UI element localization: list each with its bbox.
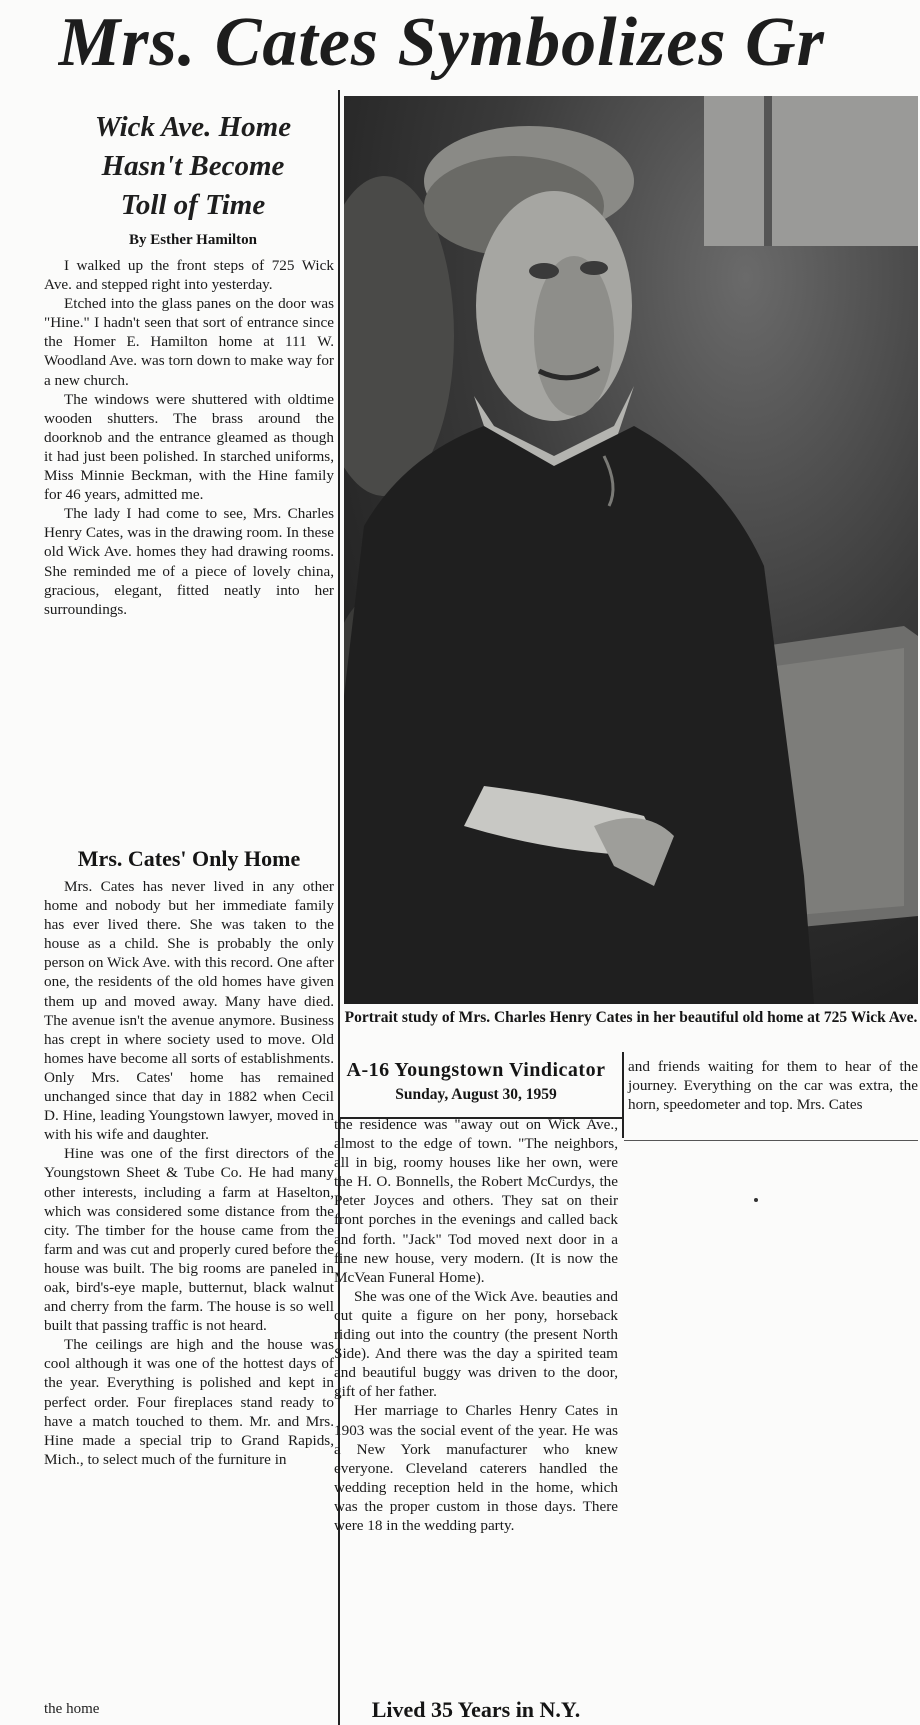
cutoff-text: the home (44, 1701, 100, 1717)
portrait-photo (344, 96, 918, 1004)
paragraph: Mrs. Cates has never lived in any other home and nobody but her immediate family has ever lived there. She was taken to the house as a child. She is probably the only person on Wick Ave. with this record. One after one, the residents of the old homes have given them up and moved away. Many have died. The avenue isn't the avenue anymore. Business has crept in where society used to move. Old homes have become all sorts of establishments. Only Mrs. Cates' home has remained unchanged since that day in 1882 when Cecil D. Hine, leading Youngstown lawyer, moved in with his wife and daughter. (44, 878, 334, 1144)
article-column-2 (44, 877, 334, 1469)
print-speck (754, 1198, 758, 1202)
section-heading: Mrs. Cates' Only Home (77, 846, 301, 871)
masthead-title: A-16 Youngstown Vindicator (346, 1059, 606, 1081)
article-column-3 (334, 1115, 618, 1535)
article-column-4 (628, 1057, 918, 1114)
subhead (46, 108, 340, 225)
column-rule-mid (622, 1052, 624, 1138)
paragraph: and friends waiting for them to hear of the journey. Everything on the car was extra, the horn, speedometer and top. Mrs. Cates (628, 1058, 918, 1114)
paragraph: The ceilings are high and the house was cool although it was one of the hottest days of the year. Everything is polished and kept in perfect order. Four fireplaces stand ready to have a match touched to them. Mr. and Mrs. Hine made a special trip to Grand Rapids, Mich., to select much of the furniture in (44, 1336, 334, 1468)
byline: By Esther Hamilton (128, 232, 258, 248)
paragraph: The lady I had come to see, Mrs. Charles Henry Cates, was in the drawing room. In these old Wick Ave. homes they had drawing rooms. She reminded me of a piece of lovely china, gracious, elegant, fitted neatly into her surroundings. (44, 505, 334, 618)
subhead-line-3: Toll of Time (120, 189, 266, 221)
bottom-section-heading: Lived 35 Years in N.Y. (371, 1697, 581, 1722)
paragraph: Hine was one of the first directors of the Youngstown Sheet & Tube Co. He had many other interests, including a farm at Haselton, which was considered some distance from the city. The timber for the house came from the farm and was cut and properly cured before the house was built. The big rooms are paneled in oak, bird's-eye maple, butternut, black walnut and cherry from the farm. The house is so well built that passing traffic is not heard. (44, 1145, 334, 1335)
headline: Mrs. Cates Symbolizes Gr (58, 4, 825, 81)
subhead-line-1: Wick Ave. Home (94, 111, 292, 143)
paragraph: the residence was "away out on Wick Ave., almost to the edge of town. "The neighbors, all in big, roomy houses like her own, were the H. O. Bonnells, the Robert McCurdys, the Peter Joyces and others. They sat on their front porches in the evenings and called back and forth. "Jack" Tod moved next door in a fine new house, very modern. (It is now the McVean Funeral Home). (334, 1116, 618, 1286)
masthead (334, 1058, 618, 1106)
paragraph: The windows were shuttered with oldtime wooden shutters. The brass around the doorknob and the entrance gleamed as though it had just been polished. In starched uniforms, Miss Minnie Beckman, with the Hine family for 46 years, admitted me. (44, 390, 334, 504)
portrait-illustration (344, 96, 918, 1004)
masthead-date: Sunday, August 30, 1959 (395, 1086, 557, 1103)
col4-bottom-rule (624, 1140, 918, 1141)
paragraph: Her marriage to Charles Henry Cates in 1903 was the social event of the year. He was a New York manufacturer who knew everyone. Cleveland caterers handled the wedding reception held in the home, which was the proper custom in those days. There were 18 in the wedding party. (334, 1402, 618, 1534)
article-column-1 (44, 256, 334, 619)
subhead-line-2: Hasn't Become (101, 150, 285, 182)
paragraph: She was one of the Wick Ave. beauties and cut quite a figure on her pony, horseback riding out into the country (the present North Side). And there was the day a spirited team and beautiful buggy was driven to the door, gift of her father. (334, 1287, 618, 1401)
paragraph: I walked up the front steps of 725 Wick Ave. and stepped right into yesterday. (44, 257, 334, 294)
paragraph: Etched into the glass panes on the door was "Hine." I hadn't seen that sort of entrance since the Homer E. Hamilton home at 111 W. Woodland Ave. was torn down to make way for a new church. (44, 295, 334, 389)
photo-caption: Portrait study of Mrs. Charles Henry Cates in her beautiful old home at 725 Wick Ave. (344, 1009, 918, 1026)
